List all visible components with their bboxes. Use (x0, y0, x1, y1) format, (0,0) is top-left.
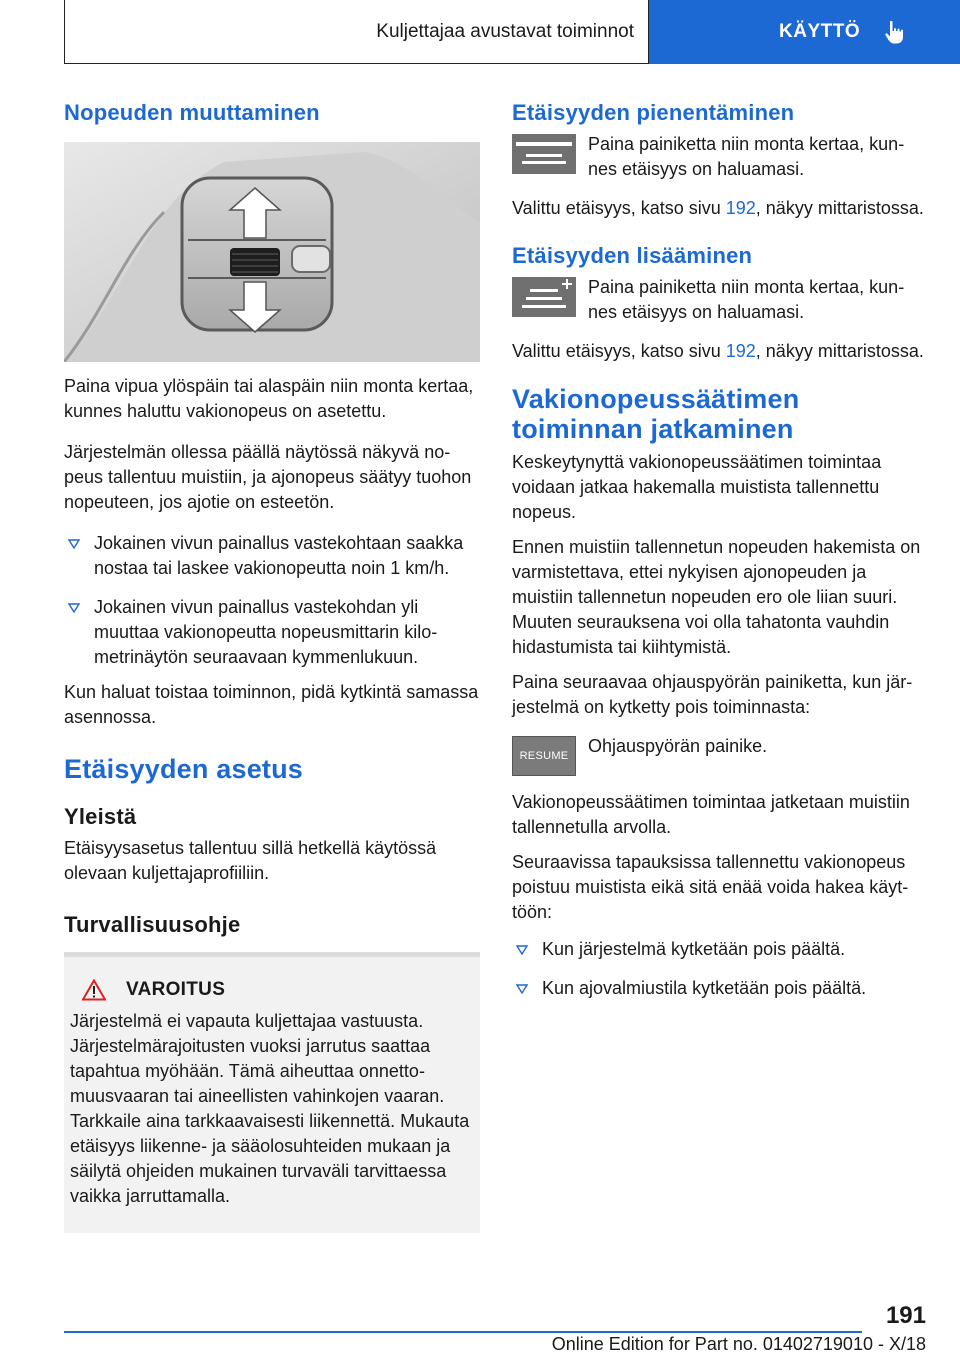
heading-distance-setting: Etäisyyden asetus (64, 754, 304, 784)
steering-wheel-photo (64, 142, 480, 362)
page-link-192[interactable]: 192 (725, 198, 756, 218)
hand-pointer-icon (882, 19, 908, 45)
heading-increase-distance: Etäisyyden lisääminen (512, 243, 753, 268)
steering-wheel-buttons-illustration (64, 142, 480, 362)
chapter-label: KÄYTTÖ (779, 21, 861, 42)
increase-note: Valittu etäisyys, katso sivu 192, näkyy mittaristossa. (512, 341, 924, 361)
heading-resume-cruise: Vakionopeussäätimen toiminnan jatkaminen (512, 384, 800, 444)
paragraph-repeat: Kun haluat toistaa toiminnon, pidä kytkintä samassa asennossa. (64, 682, 479, 727)
decrease-note: Valittu etäisyys, katso sivu 192, näkyy mittaristossa. (512, 198, 924, 218)
heading-speed-change: Nopeuden muuttaminen (64, 100, 320, 125)
paragraph-lever: Paina vipua ylöspäin tai alaspäin niin monta kertaa, kunnes haluttu vakionopeus on asetettu. (64, 376, 474, 421)
resume-button-row (512, 734, 926, 776)
warning-header (70, 979, 470, 1001)
triangle-bullet-icon (68, 603, 80, 613)
paragraph-resume-warning: Ennen muistiin tallennetun nopeuden hakemista on varmistettava, ettei nykyisen ajonopeuden ja muistiin tallennetun nopeuden ero ole liian suuri. Muuten seurauksena voi olla tahatonta vauhdin hidastumista tai kiihtymistä. (512, 537, 921, 657)
paragraph-profile: Etäisyysasetus tallentuu sillä hetkellä käytössä olevaan kuljettajaprofiiliin. (64, 838, 437, 883)
warning-text: Järjestelmä ei vapauta kuljettajaa vastuusta. Järjestelmärajoitusten vuoksi jarrutus saattaa tapahtua myöhään. Tämä aiheuttaa onnettomuusvaaran tai aineellisten vahinkojen vaaran. Tarkkaile aina tarkkaavaisesti liikennettä. Mukauta etäisyys liikenne- ja sääolosuhteiden mukaan ja säilytä ohjeiden mukainen turvaväli tarvittaessa vaikka jarruttamalla. (70, 1011, 470, 1206)
paragraph-resume-continue: Vakionopeussäätimen toimintaa jatketaan muistiin tallennetulla arvolla. (512, 792, 910, 837)
list-item: Jokainen vivun painallus vastekohtaan saakka nostaa tai laskee vakionopeutta noin 1 km/h. (64, 531, 482, 581)
list-item: Jokainen vivun painallus vastekohdan yli muuttaa vakionopeutta nopeusmittarin kilometrinäytön seuraavaan kymmenlukuun. (64, 595, 482, 670)
chapter-tab[interactable] (649, 0, 960, 64)
warning-box (64, 957, 480, 1233)
footer-divider (64, 1331, 862, 1333)
heading-general: Yleistä (64, 804, 137, 829)
decrease-button-row (512, 132, 926, 182)
right-column (512, 100, 926, 1015)
paragraph-stored-speed: Järjestelmän ollessa päällä näytössä näkyvä nopeus tallentuu muistiin, ja ajonopeus säätyy tuohon nopeuteen, jos ajotie on esteetön. (64, 442, 472, 512)
decrease-instruction: Paina painiketta niin monta kertaa, kunnes etäisyys on haluamasi. (588, 134, 905, 179)
triangle-bullet-icon (516, 945, 528, 955)
speed-bullet-list (64, 531, 482, 670)
increase-button-row (512, 275, 926, 325)
increase-instruction: Paina painiketta niin monta kertaa, kunnes etäisyys on haluamasi. (588, 277, 905, 322)
heading-safety: Turvallisuusohje (64, 912, 241, 937)
warning-title: VAROITUS (126, 979, 226, 1000)
page-number: 191 (885, 1302, 926, 1329)
page-header (64, 0, 960, 64)
paragraph-resume-intro: Keskeytynyttä vakionopeussäätimen toimintaa voidaan jatkaa hakemalla muistista tallennettu nopeus. (512, 452, 882, 522)
section-title: Kuljettajaa avustavat toiminnot (64, 0, 649, 64)
resume-button-icon: RESUME (512, 736, 576, 776)
resume-description: Ohjauspyörän painike. (588, 736, 768, 756)
footer-edition: Online Edition for Part no. 01402719010 - X/18 (551, 1334, 926, 1354)
distance-increase-icon (512, 277, 576, 317)
page-link-192[interactable]: 192 (725, 341, 756, 361)
triangle-bullet-icon (516, 984, 528, 994)
list-item: Kun ajovalmiustila kytketään pois päältä. (512, 976, 926, 1001)
left-column (64, 100, 482, 1233)
triangle-bullet-icon (68, 539, 80, 549)
list-item: Kun järjestelmä kytketään pois päältä. (512, 937, 926, 962)
heading-decrease-distance: Etäisyyden pienentäminen (512, 100, 795, 125)
resume-bullet-list (512, 937, 926, 1001)
distance-decrease-icon (512, 134, 576, 174)
paragraph-resume-cases: Seuraavissa tapauksissa tallennettu vakionopeus poistuu muistista eikä sitä enää voida hakea käyttöön: (512, 852, 909, 922)
paragraph-resume-press: Paina seuraavaa ohjauspyörän painiketta, kun järjestelmä on kytketty pois toiminnasta: (512, 672, 913, 717)
warning-triangle-icon (82, 979, 106, 1001)
